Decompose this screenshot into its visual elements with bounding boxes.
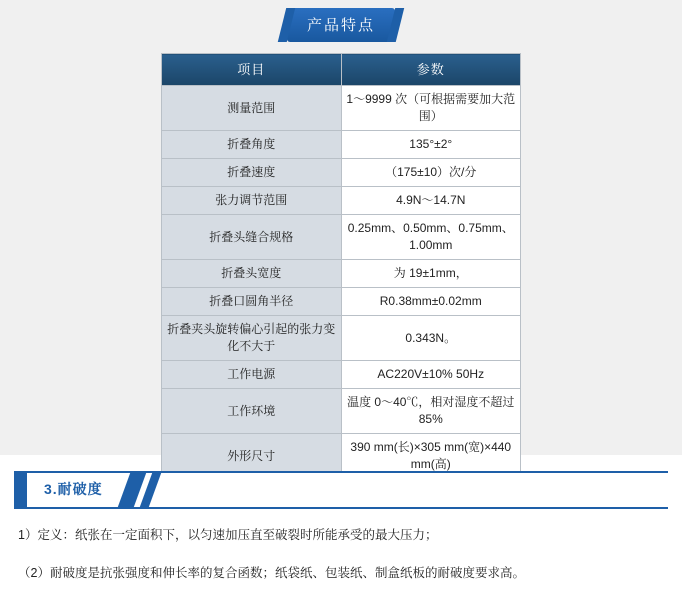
table-row xyxy=(162,288,521,316)
row-value: 1～9999 次（可根据需要加大范围） xyxy=(341,86,521,131)
section-heading-bar xyxy=(14,471,668,509)
table-row xyxy=(162,389,521,434)
table-row xyxy=(162,159,521,187)
table-row xyxy=(162,86,521,131)
spec-table-body xyxy=(162,86,521,507)
row-value: 4.9N～14.7N xyxy=(341,187,521,215)
section-paragraph-2: （2）耐破度是抗张强度和伸长率的复合函数；纸袋纸、包装纸、制盒纸板的耐破度要求高。 xyxy=(18,566,525,580)
row-label: 折叠速度 xyxy=(162,159,342,187)
burst-strength-section xyxy=(0,471,682,603)
row-label: 张力调节范围 xyxy=(162,187,342,215)
row-value: 0.25mm、0.50mm、0.75mm、1.00mm xyxy=(341,215,521,260)
row-value: 0.343N。 xyxy=(341,316,521,361)
row-label: 测量范围 xyxy=(162,86,342,131)
table-row xyxy=(162,131,521,159)
row-label: 折叠头缝合规格 xyxy=(162,215,342,260)
row-value: 390 mm(长)×305 mm(宽)×440 mm(高) xyxy=(341,434,521,479)
row-value: 135°±2° xyxy=(341,131,521,159)
row-label: 外形尺寸 xyxy=(162,434,342,479)
table-row xyxy=(162,260,521,288)
section-banner-title: 产品特点 xyxy=(287,8,395,42)
spec-table xyxy=(161,53,521,507)
column-header-parameter: 参数 xyxy=(341,54,521,86)
spec-table-head xyxy=(162,54,521,86)
table-row xyxy=(162,215,521,260)
table-row xyxy=(162,316,521,361)
row-value: AC220V±10% 50Hz xyxy=(341,361,521,389)
row-label: 折叠角度 xyxy=(162,131,342,159)
row-value: R0.38mm±0.02mm xyxy=(341,288,521,316)
spec-table-wrap xyxy=(161,53,521,507)
heading-accent-block xyxy=(14,473,27,507)
table-row xyxy=(162,361,521,389)
row-value: 温度 0～40℃，相对湿度不超过 85% xyxy=(341,389,521,434)
row-label: 工作环境 xyxy=(162,389,342,434)
section-paragraph-1: 1）定义：纸张在一定面积下，以匀速加压直至破裂时所能承受的最大压力； xyxy=(18,528,438,542)
row-value: 为 19±1mm， xyxy=(341,260,521,288)
table-row xyxy=(162,187,521,215)
section-heading-title: 3.耐破度 xyxy=(44,481,103,497)
row-label: 工作电源 xyxy=(162,361,342,389)
row-value: （175±10）次/分 xyxy=(341,159,521,187)
banner-wrap xyxy=(0,0,682,42)
table-header-row xyxy=(162,54,521,86)
row-label: 折叠夹头旋转偏心引起的张力变化不大于 xyxy=(162,316,342,361)
column-header-item: 项目 xyxy=(162,54,342,86)
row-label: 折叠头宽度 xyxy=(162,260,342,288)
row-label: 折叠口圆角半径 xyxy=(162,288,342,316)
